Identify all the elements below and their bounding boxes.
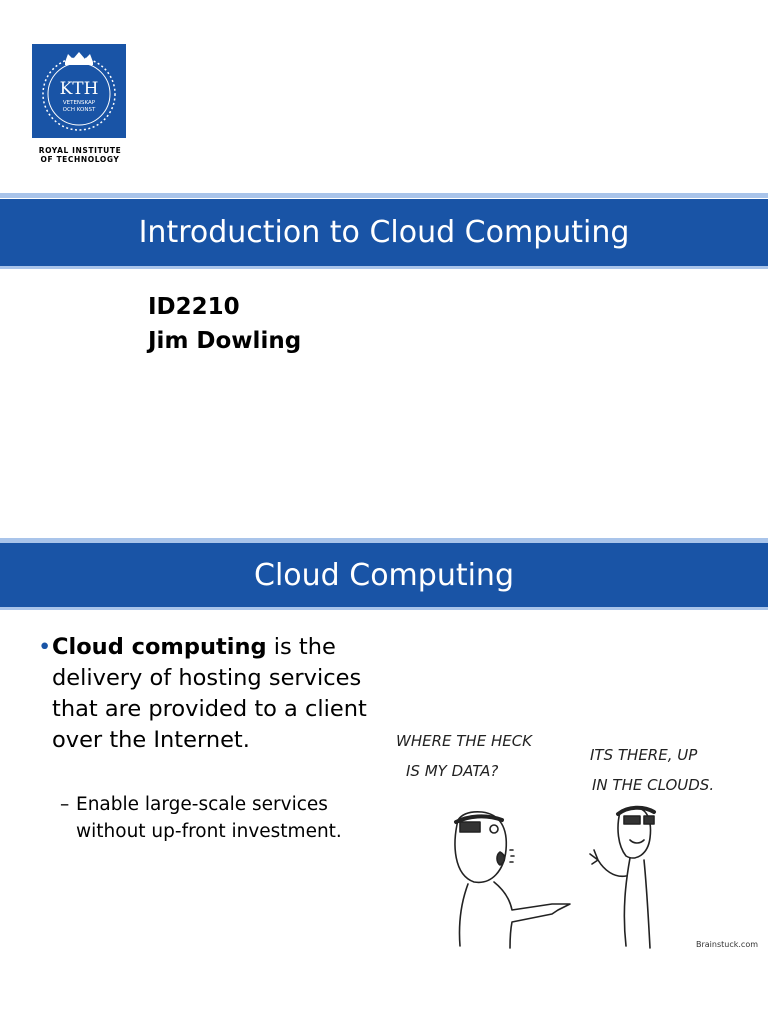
author-name: Jim Dowling xyxy=(148,328,302,354)
logo-motto-line1: VETENSKAP xyxy=(62,100,96,106)
cloud-cartoon xyxy=(382,710,768,954)
logo-caption xyxy=(22,146,138,164)
bullet-body: is the delivery of hosting services that are provided to a client over the Internet. xyxy=(52,634,367,753)
sub-bullet-text: Enable large-scale services without up-front investment. xyxy=(76,794,342,842)
sub-bullet-item xyxy=(60,791,400,845)
speech-right-line1: ITS THERE, UP xyxy=(590,746,698,764)
right-figure-icon xyxy=(590,808,654,948)
title-band-accent xyxy=(0,193,768,198)
cartoon-credit: Brainstuck.com xyxy=(696,940,759,949)
bullet-bold-term: Cloud computing xyxy=(52,634,267,660)
logo-motto-line2: OCH KONST xyxy=(62,107,96,113)
speech-left-line2: IS MY DATA? xyxy=(406,762,499,780)
slide1-subtitle xyxy=(148,290,301,358)
kth-logo xyxy=(32,44,126,138)
course-code: ID2210 xyxy=(148,294,240,320)
logo-initials: KTH xyxy=(59,79,99,99)
bullet-item xyxy=(38,632,398,756)
kth-crest-icon xyxy=(32,44,126,138)
speech-right-line2: IN THE CLOUDS. xyxy=(592,776,715,794)
slide2-band-accent-bottom xyxy=(0,607,768,610)
logo-caption-line1: ROYAL INSTITUTE xyxy=(38,146,122,155)
left-figure-icon xyxy=(455,812,570,948)
bullet-dot-icon: • xyxy=(38,634,52,660)
logo-caption-line2: OF TECHNOLOGY xyxy=(40,155,120,164)
speech-left-line1: WHERE THE HECK xyxy=(396,732,533,750)
bullet-text xyxy=(38,632,398,756)
sub-bullet-dash-icon: – xyxy=(60,794,70,815)
slide1-title: Introduction to Cloud Computing xyxy=(0,199,768,266)
title-band-accent-bottom xyxy=(0,266,768,269)
slide2-title: Cloud Computing xyxy=(0,543,768,607)
